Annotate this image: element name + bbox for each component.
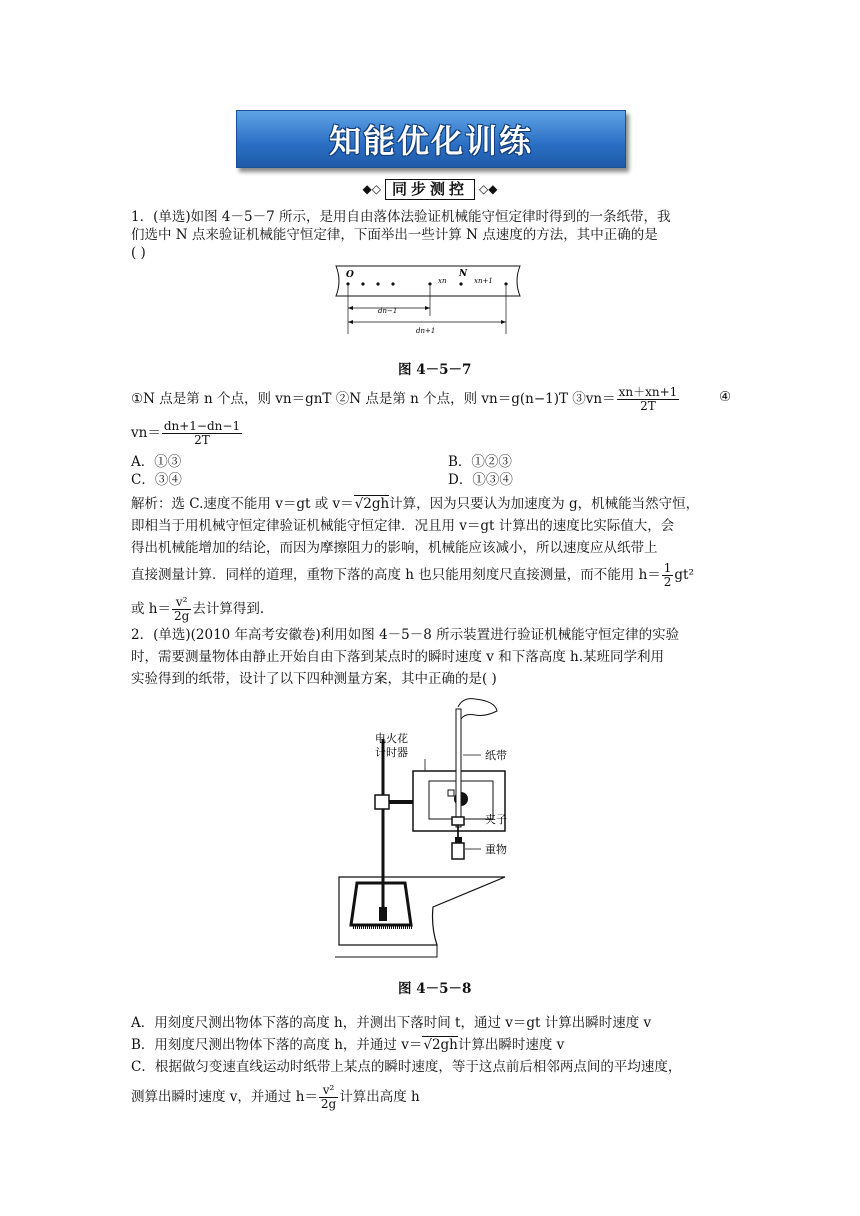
q2-option-a: A．用刻度尺测出物体下落的高度 h，并测出下落时间 t，通过 v＝gt 计算出瞬时速度 v xyxy=(131,1015,652,1031)
q1-analysis-line5: 或 h＝ $\frac{\text{v²}}{2g}$ 去计算得到. xyxy=(131,595,265,623)
q1-stem-line1: 1．(单选)如图 4－5－7 所示，是用自由落体法验证机械能守恒定律时得到的一条纸带，我 xyxy=(131,209,671,225)
label-O: O xyxy=(346,270,354,280)
label-timer-2: 计时器 xyxy=(375,746,408,759)
label-tape: 纸带 xyxy=(485,749,507,762)
q2-option-b: B．用刻度尺测出物体下落的高度 h，并通过 v＝√2gh计算出瞬时速度 v xyxy=(131,1037,565,1053)
q2-stem-line2: 时，需要测量物体由静止开始自由下落到某点时的瞬时速度 v 和下落高度 h.某班同学利用 xyxy=(131,649,664,665)
q2-option-c-line2: 测算出瞬时速度 v，并通过 h＝ $\frac{\text{v²}}{2g}$ 计算出高度 h xyxy=(131,1083,420,1111)
subheading-label: 同步测控 xyxy=(385,179,475,200)
formula4-label: ④ xyxy=(719,389,732,405)
q1-stem-line2: 们选中 N 点来验证机械能守恒定律，下面举出一些计算 N 点速度的方法，其中正确的是 xyxy=(131,227,658,243)
label-timer-1: 电火花 xyxy=(375,732,408,745)
diamond-icon: ◇◆ xyxy=(479,182,498,196)
q2-stem-line3: 实验得到的纸带，设计了以下四种测量方案，其中正确的是( ) xyxy=(131,671,497,687)
label-clip: 夹子 xyxy=(485,813,507,826)
paper-tape-figure xyxy=(330,262,530,344)
q1-option-a: A．①③ xyxy=(131,454,182,470)
label-xn1: xn+1 xyxy=(474,277,493,285)
section-banner xyxy=(236,110,626,168)
sqrt-expression: √2gh xyxy=(423,1037,458,1053)
banner-title: 知能优化训练 xyxy=(328,122,533,160)
q2-stem-line1: 2．(单选)(2010 年高考安徽卷)利用如图 4－5－8 所示装置进行验证机械能守恒定律的实验 xyxy=(131,627,680,643)
label-dn-1: dn−1 xyxy=(378,307,398,315)
diamond-icon: ◆◇ xyxy=(362,182,381,196)
formula3-fraction: $\frac{xn+xn+1}{2T}$ xyxy=(618,385,678,413)
figure-caption: 图 4－5－7 xyxy=(398,362,472,378)
figure-caption: 图 4－5－8 xyxy=(398,981,472,997)
subheading xyxy=(338,178,522,200)
formula-text: ①N 点是第 n 个点，则 vn＝gnT ②N 点是第 n 个点，则 vn＝g(n−1)T ③vn＝ xyxy=(131,391,616,407)
q1-stem-line3: ( ) xyxy=(131,245,146,261)
q1-formula4: vn＝ $\frac{dn+1-dn-1}{2T}$ xyxy=(131,419,241,447)
q1-analysis-line3: 得出机械能增加的结论，而因为摩擦阻力的影响，机械能应该减小，所以速度应从纸带上 xyxy=(131,540,658,556)
label-N: N xyxy=(459,269,468,279)
label-dn1: dn+1 xyxy=(416,327,436,335)
label-xn: xn xyxy=(438,277,447,285)
formula4-fraction: $\frac{dn+1-dn-1}{2T}$ xyxy=(163,419,241,447)
q2-option-c-line1: C．根据做匀变速直线运动时纸带上某点的瞬时速度，等于这点前后相邻两点间的平均速度， xyxy=(131,1059,682,1075)
label-weight: 重物 xyxy=(485,843,507,856)
q1-option-d: D．①③④ xyxy=(448,472,513,488)
sqrt-expression: √2gh xyxy=(354,496,390,512)
q1-option-c: C．③④ xyxy=(131,472,182,488)
apparatus-figure xyxy=(335,695,535,963)
q1-analysis-line2: 即相当于用机械守恒定律验证机械能守恒定律．况且用 v＝gt 计算出的速度比实际值大，会 xyxy=(131,518,675,534)
q1-formulas-line1 xyxy=(131,386,731,413)
q1-option-b: B．①②③ xyxy=(448,454,512,470)
q1-analysis-line1: 解析：选 C.速度不能用 v＝gt 或 v＝√2gh计算，因为只要认为加速度为 g，机械能当然守恒， xyxy=(131,496,700,512)
q1-analysis-line4: 直接测量计算．同样的道理，重物下落的高度 h 也只能用刻度尺直接测量，而不能用 h＝ $\frac{1}{2}$ gt² xyxy=(131,561,694,589)
